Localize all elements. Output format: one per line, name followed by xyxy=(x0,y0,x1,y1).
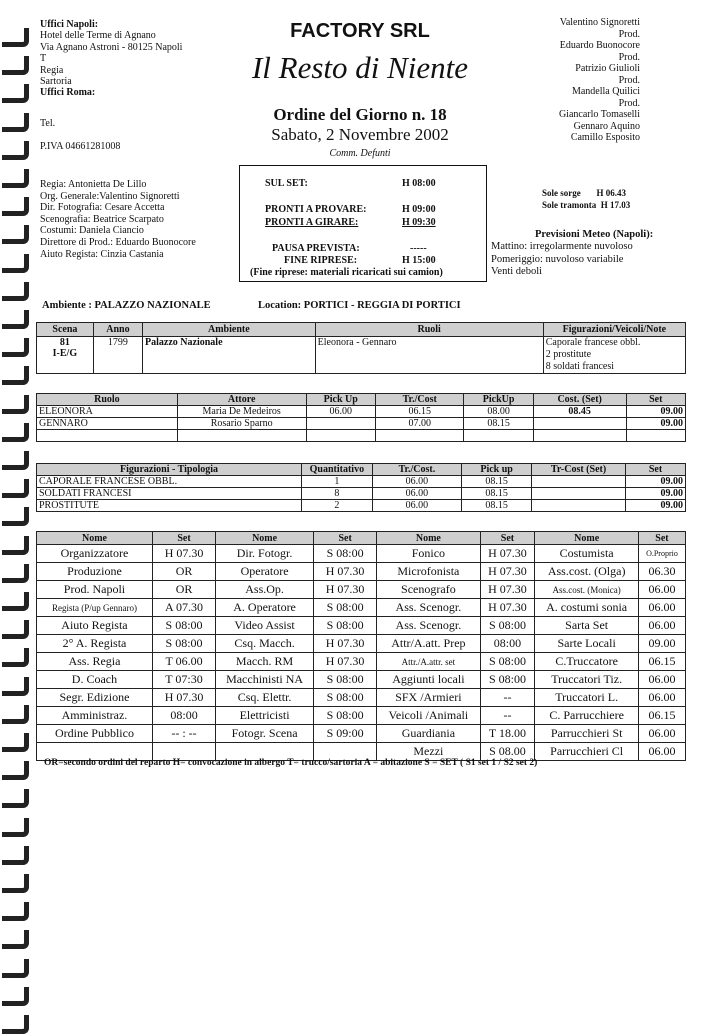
crew-row-cell: H 07.30 xyxy=(152,689,215,707)
binder-hole xyxy=(2,959,29,978)
scene-table xyxy=(36,322,686,374)
crew-row-cell: Ass.Op. xyxy=(216,581,314,599)
crew-line: Costumi: Daniela Ciancio xyxy=(40,225,144,237)
binder-hole xyxy=(2,592,29,611)
producer-name: Mandella Quilici xyxy=(571,86,640,97)
ambiente-label: Ambiente : PALAZZO NAZIONALE xyxy=(42,300,211,311)
cast-row-cell: 08.45 xyxy=(533,406,626,418)
binder-hole xyxy=(2,423,29,442)
extras-row-cell: 09.00 xyxy=(626,488,686,500)
crew-line: Scenografia: Beatrice Scarpato xyxy=(40,213,164,225)
crew-row-cell: S 08:00 xyxy=(314,545,377,563)
producer-name: Eduardo Buonocore xyxy=(559,40,640,51)
producer-name: Giancarlo Tomaselli xyxy=(558,109,640,120)
meteo-title: Previsioni Meteo (Napoli): xyxy=(535,229,654,240)
girare-label: PRONTI A GIRARE: xyxy=(265,217,359,228)
crew-row-cell: 06.00 xyxy=(638,581,685,599)
binder-hole xyxy=(2,930,29,949)
crew-row-cell: 08:00 xyxy=(152,707,215,725)
crew-row-cell: T 07:30 xyxy=(152,671,215,689)
crew-row-cell: H 07.30 xyxy=(152,545,215,563)
sun-set: H 17.03 xyxy=(600,199,631,210)
crew-header: Nome xyxy=(535,532,639,545)
crew-row xyxy=(37,599,686,617)
binder-hole xyxy=(2,705,29,724)
binder-hole xyxy=(2,366,29,385)
crew-row xyxy=(37,635,686,653)
binder-hole xyxy=(2,507,29,526)
provare-time: H 09:00 xyxy=(402,204,436,215)
cast-header: Pick Up xyxy=(306,394,375,406)
girare-time: H 09:30 xyxy=(402,217,436,228)
extras-row-cell: 8 xyxy=(302,488,373,500)
crew-row-cell: Dir. Fotogr. xyxy=(216,545,314,563)
scene-roles: Eleonora - Gennaro xyxy=(315,337,543,374)
crew-row-cell: H 07.30 xyxy=(480,581,535,599)
pausa-label: PAUSA PREVISTA: xyxy=(272,243,360,254)
crew-line: Direttore di Prod.: Eduardo Buonocore xyxy=(40,236,196,248)
crew-row xyxy=(37,671,686,689)
scene-number: 81 I-E/G xyxy=(37,337,94,374)
crew-row-cell: Costumista xyxy=(535,545,639,563)
office-line: Hotel delle Terme di Agnano xyxy=(40,30,156,42)
crew-row-cell: Operatore xyxy=(216,563,314,581)
extras-row-cell: 09.00 xyxy=(626,476,686,488)
crew-row-cell: 06.15 xyxy=(638,707,685,725)
crew-header: Set xyxy=(480,532,535,545)
crew-row-cell: 06.15 xyxy=(638,653,685,671)
crew-row-cell: Aggiunti locali xyxy=(377,671,480,689)
crew-row xyxy=(37,545,686,563)
scene-ambiente: Palazzo Nazionale xyxy=(143,337,316,374)
extras-row-cell: 1 xyxy=(302,476,373,488)
binder-hole xyxy=(2,902,29,921)
producer-name: Camillo Esposito xyxy=(570,132,640,143)
cast-row-cell: 06.00 xyxy=(306,406,375,418)
crew-row xyxy=(37,725,686,743)
crew-row xyxy=(37,689,686,707)
sul-set-time: H 08:00 xyxy=(402,178,436,189)
cast-row-cell xyxy=(375,430,463,442)
sun-rise-label: Sole sorge xyxy=(542,188,581,198)
crew-row-cell: H 07.30 xyxy=(314,563,377,581)
crew-row-cell: S 08:00 xyxy=(480,617,535,635)
extras-row-cell: 06.00 xyxy=(372,500,461,512)
binder-hole xyxy=(2,113,29,132)
binder-hole xyxy=(2,254,29,273)
office-address xyxy=(40,19,182,99)
crew-row-cell: -- : -- xyxy=(152,725,215,743)
binder-hole xyxy=(2,818,29,837)
cast-header: Set xyxy=(626,394,685,406)
binder-hole xyxy=(2,169,29,188)
crew-row-cell: OR xyxy=(152,563,215,581)
crew-row-cell: Csq. Macch. xyxy=(216,635,314,653)
cast-header: Attore xyxy=(177,394,306,406)
crew-line: Org. Generale:Valentino Signoretti xyxy=(40,190,180,202)
pausa-time: ----- xyxy=(410,243,427,254)
crew-row-cell: Organizzatore xyxy=(37,545,153,563)
crew-row-cell: S 08:00 xyxy=(314,671,377,689)
crew-row-cell: D. Coach xyxy=(37,671,153,689)
extras-row-cell: SOLDATI FRANCESI xyxy=(37,488,302,500)
binder-hole xyxy=(2,28,29,47)
binder-hole xyxy=(2,874,29,893)
cast-row-cell: 06.15 xyxy=(375,406,463,418)
crew-row-cell: S 08:00 xyxy=(314,689,377,707)
cast-row-cell: 07.00 xyxy=(375,418,463,430)
cast-row-cell: 09.00 xyxy=(626,406,685,418)
producer-role: Prod. xyxy=(618,97,640,109)
tel-label: Tel. xyxy=(40,118,56,129)
producer-role: Prod. xyxy=(618,28,640,40)
crew-row-cell: 06.00 xyxy=(638,689,685,707)
crew-row-cell: Veicoli /Animali xyxy=(377,707,480,725)
binder-hole xyxy=(2,987,29,1006)
crew-row-cell: S 08:00 xyxy=(314,707,377,725)
office-line: T xyxy=(40,53,47,65)
crew-row-cell: Ass. Scenogr. xyxy=(377,599,480,617)
crew-row-cell: Ass.cost. (Olga) xyxy=(535,563,639,581)
cast-row-cell: 08.00 xyxy=(464,406,533,418)
cast-row-cell xyxy=(533,418,626,430)
producer-name: Valentino Signoretti xyxy=(559,17,640,28)
cast-row-cell xyxy=(626,430,685,442)
cast-header: Cost. (Set) xyxy=(533,394,626,406)
cast-row xyxy=(37,430,686,442)
meteo-line: Mattino: irregolarmente nuvoloso xyxy=(491,241,633,252)
sun-rise: H 06.43 xyxy=(596,188,627,198)
producer-name: Gennaro Aquino xyxy=(573,120,640,132)
crew-row-cell: Ass. Scenogr. xyxy=(377,617,480,635)
binder-hole xyxy=(2,536,29,555)
crew-row xyxy=(37,581,686,599)
sun-set-label: Sole tramonta xyxy=(542,199,597,210)
extras-row-cell: 06.00 xyxy=(372,488,461,500)
crew-row-cell: A 07.30 xyxy=(152,599,215,617)
cast-row-cell: ELEONORA xyxy=(37,406,178,418)
crew-row-cell: 06.00 xyxy=(638,671,685,689)
crew-row-cell: A. costumi sonia xyxy=(535,599,639,617)
crew-row-cell: S 09:00 xyxy=(314,725,377,743)
meteo-line: Venti deboli xyxy=(491,266,543,277)
cast-header: PickUp xyxy=(464,394,533,406)
extras-row-cell xyxy=(532,500,626,512)
binder-hole xyxy=(2,677,29,696)
scene-header: Ruoli xyxy=(315,323,543,337)
fine-note: (Fine riprese: materiali ricaricati sui camion) xyxy=(250,267,443,278)
crew-row-cell: 06.00 xyxy=(638,599,685,617)
crew-row-cell: Truccatori L. xyxy=(535,689,639,707)
cast-row-cell: Rosario Sparno xyxy=(177,418,306,430)
crew-row-cell: O.Proprio xyxy=(638,545,685,563)
provare-label: PRONTI A PROVARE: xyxy=(265,204,367,215)
crew-row xyxy=(37,707,686,725)
crew-row-cell: S 08:00 xyxy=(314,599,377,617)
office-line: Regia xyxy=(40,64,64,76)
crew-row-cell: SFX /Armieri xyxy=(377,689,480,707)
crew-row-cell: S 08:00 xyxy=(480,671,535,689)
film-title: Il Resto di Niente xyxy=(251,50,469,85)
cast-row-cell xyxy=(464,430,533,442)
crew-row-cell: Elettricisti xyxy=(216,707,314,725)
extras-row-cell: PROSTITUTE xyxy=(37,500,302,512)
crew-row-cell: H 07.30 xyxy=(480,563,535,581)
cast-row-cell: 09.00 xyxy=(626,418,685,430)
crew-row-cell: 09.00 xyxy=(638,635,685,653)
binder-hole xyxy=(2,395,29,414)
extras-row-cell: 06.00 xyxy=(372,476,461,488)
crew-row-cell: T 06.00 xyxy=(152,653,215,671)
extras-header: Tr-Cost (Set) xyxy=(532,464,626,476)
cast-row xyxy=(37,418,686,430)
crew-row-cell: Fonico xyxy=(377,545,480,563)
scene-header: Figurazioni/Veicoli/Note xyxy=(543,323,685,337)
binder-hole xyxy=(2,310,29,329)
crew-row-cell: Video Assist xyxy=(216,617,314,635)
binder-hole xyxy=(2,733,29,752)
binder-hole xyxy=(2,1015,29,1034)
crew-table xyxy=(36,531,686,761)
crew-row xyxy=(37,653,686,671)
crew-header: Set xyxy=(314,532,377,545)
extras-row xyxy=(37,476,686,488)
extras-header: Set xyxy=(626,464,686,476)
binder-hole xyxy=(2,282,29,301)
binder-hole xyxy=(2,648,29,667)
fine-label: FINE RIPRESE: xyxy=(284,255,358,266)
crew-row-cell: Segr. Edizione xyxy=(37,689,153,707)
binder-hole xyxy=(2,141,29,160)
crew-row-cell: Guardiania xyxy=(377,725,480,743)
cast-row-cell xyxy=(306,430,375,442)
crew-row-cell: S 08:00 xyxy=(480,653,535,671)
cast-row xyxy=(37,406,686,418)
extras-header: Quantitativo xyxy=(302,464,373,476)
crew-row-cell: 06.00 xyxy=(638,617,685,635)
crew-header: Nome xyxy=(37,532,153,545)
crew-row-cell: Microfonista xyxy=(377,563,480,581)
crew-row-cell: Mezzi xyxy=(377,743,480,761)
crew-row-cell: Truccatori Tiz. xyxy=(535,671,639,689)
producer-name: Patrizio Giulioli xyxy=(575,63,640,74)
crew-row-cell: Parrucchieri St xyxy=(535,725,639,743)
binder-hole xyxy=(2,56,29,75)
crew-row-cell: Macchinisti NA xyxy=(216,671,314,689)
crew-row-cell: C. Parrucchiere xyxy=(535,707,639,725)
crew-row-cell: Ass. Regia xyxy=(37,653,153,671)
crew-row-cell: S 08.00 xyxy=(480,743,535,761)
crew-row-cell: Amministraz. xyxy=(37,707,153,725)
crew-row-cell: S 08:00 xyxy=(314,617,377,635)
crew-header: Set xyxy=(638,532,685,545)
meteo-line: Pomeriggio: nuvoloso variabile xyxy=(491,253,624,265)
crew-row-cell: Sarte Locali xyxy=(535,635,639,653)
cast-header: Tr./Cost xyxy=(375,394,463,406)
fine-time: H 15:00 xyxy=(402,255,436,266)
crew-row-cell: C.Truccatore xyxy=(535,653,639,671)
extras-row xyxy=(37,488,686,500)
key-crew xyxy=(40,179,196,260)
binder-hole xyxy=(2,84,29,103)
scene-header: Ambiente xyxy=(143,323,316,337)
order-subtitle: Comm. Defunti xyxy=(329,148,391,159)
binder-hole xyxy=(2,761,29,780)
cast-row-cell: GENNARO xyxy=(37,418,178,430)
crew-line: Regia: Antonietta De Lillo xyxy=(40,179,147,190)
scene-header: Anno xyxy=(93,323,142,337)
extras-row-cell: 09.00 xyxy=(626,500,686,512)
extras-row-cell: 08.15 xyxy=(462,500,532,512)
crew-row-cell: Ordine Pubblico xyxy=(37,725,153,743)
binder-hole xyxy=(2,197,29,216)
company-name: FACTORY SRL xyxy=(290,20,430,42)
crew-row-cell: H 07.30 xyxy=(314,635,377,653)
crew-row-cell: H 07.30 xyxy=(314,581,377,599)
extras-row-cell: 2 xyxy=(302,500,373,512)
crew-row-cell: Macch. RM xyxy=(216,653,314,671)
office-line: Sartoria xyxy=(40,76,72,88)
producers-list xyxy=(520,17,640,144)
crew-header: Set xyxy=(152,532,215,545)
crew-row-cell: S 08:00 xyxy=(152,617,215,635)
binder-hole xyxy=(2,338,29,357)
producer-role: Prod. xyxy=(618,51,640,63)
crew-line: Dir. Fotografia: Cesare Accetta xyxy=(40,202,165,214)
crew-row-cell: A. Operatore xyxy=(216,599,314,617)
extras-header: Figurazioni - Tipologia xyxy=(37,464,302,476)
crew-row-cell: Produzione xyxy=(37,563,153,581)
extras-row xyxy=(37,500,686,512)
binder-hole xyxy=(2,789,29,808)
scene-notes: Caporale francese obbl. 2 prostitute 8 soldati francesi xyxy=(543,337,685,374)
office-line: Uffici Roma: xyxy=(40,87,96,99)
extras-row-cell xyxy=(532,488,626,500)
extras-row-cell: 08.15 xyxy=(462,476,532,488)
crew-line: Aiuto Regista: Cinzia Castania xyxy=(40,248,164,260)
extras-header: Tr./Cost. xyxy=(372,464,461,476)
crew-row-cell: 2° A. Regista xyxy=(37,635,153,653)
crew-row-cell: 06.30 xyxy=(638,563,685,581)
crew-row xyxy=(37,617,686,635)
producer-role: Prod. xyxy=(618,74,640,86)
crew-row-cell: 06.00 xyxy=(638,743,685,761)
crew-row-cell: Fotogr. Scena xyxy=(216,725,314,743)
sun-times xyxy=(542,188,630,211)
sul-set-label: SUL SET: xyxy=(265,178,308,189)
crew-row-cell: Regista (P/up Gennaro) xyxy=(37,599,153,617)
crew-row-cell: Parrucchieri Cl xyxy=(535,743,639,761)
office-line: Via Agnano Astroni - 80125 Napoli xyxy=(40,41,183,53)
crew-header: Nome xyxy=(216,532,314,545)
extras-row-cell: 08.15 xyxy=(462,488,532,500)
extras-row-cell: CAPORALE FRANCESE OBBL. xyxy=(37,476,302,488)
crew-row xyxy=(37,563,686,581)
crew-row-cell: H 07.30 xyxy=(480,599,535,617)
crew-row-cell: 06.00 xyxy=(638,725,685,743)
extras-header: Pick up xyxy=(462,464,532,476)
cast-header: Ruolo xyxy=(37,394,178,406)
crew-row-cell: Ass.cost. (Monica) xyxy=(535,581,639,599)
binder-hole xyxy=(2,479,29,498)
crew-row-cell: 08:00 xyxy=(480,635,535,653)
crew-row-cell: Attr./A.attr. set xyxy=(377,653,480,671)
scene-header: Scena xyxy=(37,323,94,337)
crew-row-cell: Aiuto Regista xyxy=(37,617,153,635)
extras-table xyxy=(36,463,686,512)
cast-row-cell xyxy=(533,430,626,442)
crew-row-cell: Csq. Elettr. xyxy=(216,689,314,707)
piva: P.IVA 04661281008 xyxy=(40,141,121,152)
cast-row-cell: 08.15 xyxy=(464,418,533,430)
binder-hole xyxy=(2,225,29,244)
schedule-box xyxy=(239,165,487,282)
binder-hole xyxy=(2,846,29,865)
binder-hole xyxy=(2,564,29,583)
cast-row-cell: Maria De Medeiros xyxy=(177,406,306,418)
crew-row-cell: H 07.30 xyxy=(314,653,377,671)
meteo-forecast xyxy=(491,241,633,279)
order-title: Ordine del Giorno n. 18 xyxy=(273,105,447,124)
cast-row-cell xyxy=(177,430,306,442)
crew-row-cell: H 07.30 xyxy=(480,545,535,563)
crew-row-cell: -- xyxy=(480,707,535,725)
binder-holes xyxy=(0,0,30,1023)
scene-year: 1799 xyxy=(93,337,142,374)
location-label: Location: PORTICI - REGGIA DI PORTICI xyxy=(258,300,461,311)
cast-row-cell xyxy=(306,418,375,430)
order-date: Sabato, 2 Novembre 2002 xyxy=(271,125,449,144)
binder-hole xyxy=(2,620,29,639)
crew-row-cell: Scenografo xyxy=(377,581,480,599)
office-line: Uffici Napoli: xyxy=(40,19,99,30)
legend: OR=secondo ordini del reparto H= convocazione in albergo T= trucco/sartoria A = abitazione S = SET ( S1 set 1 / S2 set 2) xyxy=(44,758,538,768)
cast-row-cell xyxy=(37,430,178,442)
crew-row-cell: T 18.00 xyxy=(480,725,535,743)
crew-row-cell: Sarta Set xyxy=(535,617,639,635)
crew-row-cell: Prod. Napoli xyxy=(37,581,153,599)
crew-row-cell: OR xyxy=(152,581,215,599)
binder-hole xyxy=(2,451,29,470)
extras-row-cell xyxy=(532,476,626,488)
crew-header: Nome xyxy=(377,532,480,545)
crew-row-cell: -- xyxy=(480,689,535,707)
cast-table xyxy=(36,393,686,442)
crew-row-cell: S 08:00 xyxy=(152,635,215,653)
crew-row-cell: Attr/A.att. Prep xyxy=(377,635,480,653)
